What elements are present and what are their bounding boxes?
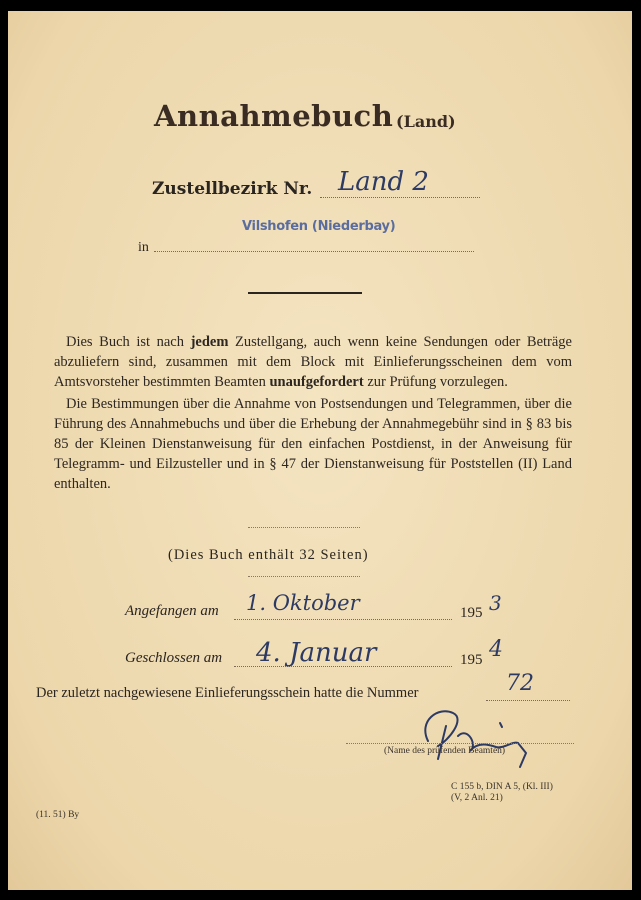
angefangen-line: [234, 619, 452, 620]
divider-rule: [248, 292, 362, 294]
document-title-suffix: (Land): [396, 112, 456, 131]
geschlossen-year-digit: 4: [489, 637, 503, 662]
signature-scribble: [408, 701, 548, 771]
instructions-paragraph-1: Dies Buch ist nach jedem Zustellgang, auch wenn keine Sendungen oder Beträge abzuliefern sind, zusammen mit dem Block mit Einlieferungsscheinen dem vom Amtsvorsteher bestimmten Beamten unaufgefordert zur Prüfung vorzulegen.: [54, 334, 572, 390]
print-code: (11. 51) By: [36, 810, 80, 820]
location-stamp: Vilshofen (Niederbay): [242, 219, 396, 234]
geschlossen-handwritten: 4. Januar: [256, 638, 377, 668]
angefangen-year-prefix: 195: [460, 605, 483, 621]
pages-note: (Dies Buch enthält 32 Seiten): [168, 547, 369, 563]
form-code-line-1: C 155 b, DIN A 5, (Kl. III): [451, 782, 553, 792]
angefangen-label: Angefangen am: [125, 603, 219, 619]
nummer-label: Der zuletzt nachgewiesene Einlieferungsschein hatte die Nummer: [36, 685, 419, 701]
instructions-paragraph-2: Die Bestimmungen über die Annahme von Postsendungen und Telegrammen, über die Führung des Annahmebuchs und über die Erhebung der Annahmegebühr sind in § 83 bis 85 der Kleinen Dienstanweisung für den einfachen Postdienst, in der Anweisung für Telegramm- und Eilzusteller und in § 47 der Dienstanweisung für Poststellen (II) Land enthalten.: [54, 396, 572, 492]
angefangen-handwritten: 1. Oktober: [246, 591, 360, 615]
in-label: in: [138, 240, 149, 255]
document-title: Annahmebuch: [154, 99, 394, 133]
divider-dotted-top: [248, 527, 360, 529]
zustellbezirk-handwritten: Land 2: [338, 167, 429, 197]
document-page: [8, 11, 632, 890]
zustellbezirk-label: Zustellbezirk Nr.: [152, 179, 313, 199]
signature-line: [346, 743, 574, 745]
signature-caption: (Name des prüfenden Beamten): [384, 746, 506, 756]
location-line: [154, 251, 474, 252]
divider-dotted-bottom: [248, 576, 360, 578]
zustellbezirk-line: [320, 197, 480, 198]
form-code-line-2: (V, 2 Anl. 21): [451, 793, 503, 803]
geschlossen-year-prefix: 195: [460, 652, 483, 668]
angefangen-year-digit: 3: [489, 591, 502, 615]
nummer-handwritten: 72: [506, 671, 534, 696]
geschlossen-label: Geschlossen am: [125, 650, 223, 666]
